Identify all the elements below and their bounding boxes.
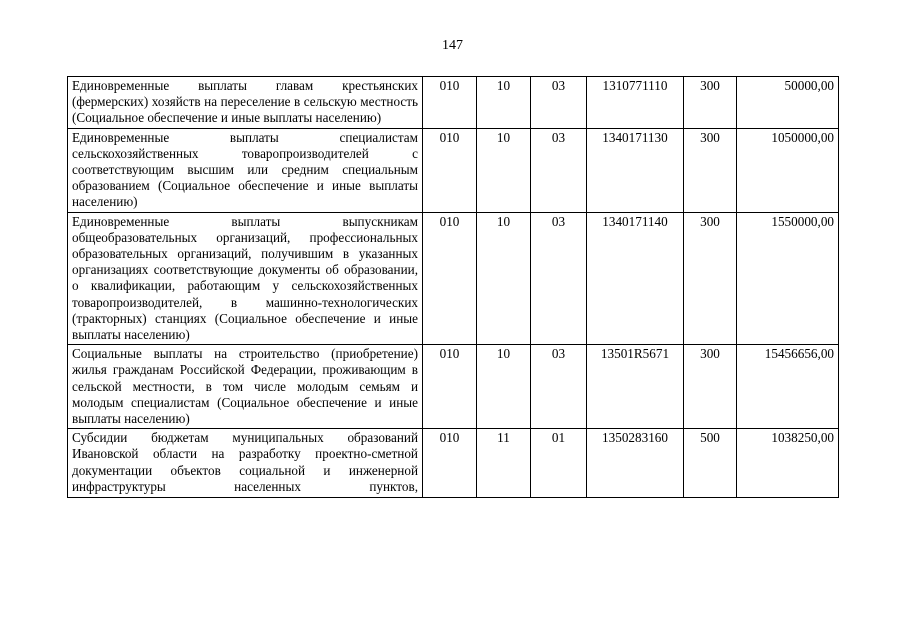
row-section: 10	[477, 128, 531, 212]
row-amount: 1550000,00	[737, 212, 839, 345]
row-target: 1340171130	[587, 128, 684, 212]
row-target: 1350283160	[587, 429, 684, 498]
row-target: 13501R5671	[587, 345, 684, 429]
row-amount: 50000,00	[737, 77, 839, 129]
page-number: 147	[442, 38, 463, 53]
row-subsection: 01	[531, 429, 587, 498]
row-subsection: 03	[531, 77, 587, 129]
row-code: 010	[423, 77, 477, 129]
budget-table	[67, 76, 839, 498]
row-code: 010	[423, 212, 477, 345]
table-row	[68, 429, 839, 498]
row-section: 10	[477, 77, 531, 129]
table-row	[68, 128, 839, 212]
row-description: Единовременные выплаты главам крестьянских (фермерских) хозяйств на переселение в сельскую местность (Социальное обеспечение и иные выплаты населению)	[68, 77, 423, 129]
table-row	[68, 345, 839, 429]
row-expense-type: 300	[684, 77, 737, 129]
row-expense-type: 300	[684, 345, 737, 429]
row-code: 010	[423, 429, 477, 498]
row-code: 010	[423, 128, 477, 212]
table-row	[68, 77, 839, 129]
row-expense-type: 300	[684, 212, 737, 345]
row-subsection: 03	[531, 128, 587, 212]
row-section: 10	[477, 345, 531, 429]
row-target: 1340171140	[587, 212, 684, 345]
row-description: Единовременные выплаты выпускникам общеобразовательных организаций, профессиональных образовательных организаций, получившим в указанных организациях соответствующие документы об образовании, о квалификации, работающим у сельскохозяйственных товаропроизводителей, в машинно-технологических (тракторных) станциях (Социальное обеспечение и иные выплаты населению)	[68, 212, 423, 345]
row-description: Социальные выплаты на строительство (приобретение) жилья гражданам Российской Федерации, проживающим в сельской местности, в том числе молодым семьям и молодым специалистам (Социальное обеспечение и иные выплаты населению)	[68, 345, 423, 429]
row-code: 010	[423, 345, 477, 429]
row-description: Единовременные выплаты специалистам сельскохозяйственных товаропроизводителей с соответствующим высшим или средним специальным образованием (Социальное обеспечение и иные выплаты населению)	[68, 128, 423, 212]
row-target: 1310771110	[587, 77, 684, 129]
row-section: 11	[477, 429, 531, 498]
row-expense-type: 500	[684, 429, 737, 498]
row-amount: 1038250,00	[737, 429, 839, 498]
row-section: 10	[477, 212, 531, 345]
row-amount: 1050000,00	[737, 128, 839, 212]
row-amount: 15456656,00	[737, 345, 839, 429]
table-row	[68, 212, 839, 345]
row-expense-type: 300	[684, 128, 737, 212]
row-description: Субсидии бюджетам муниципальных образований Ивановской области на разработку проектно-сметной документации объектов социальной и инженерной инфраструктуры населенных пунктов,	[68, 429, 423, 498]
row-subsection: 03	[531, 345, 587, 429]
row-subsection: 03	[531, 212, 587, 345]
